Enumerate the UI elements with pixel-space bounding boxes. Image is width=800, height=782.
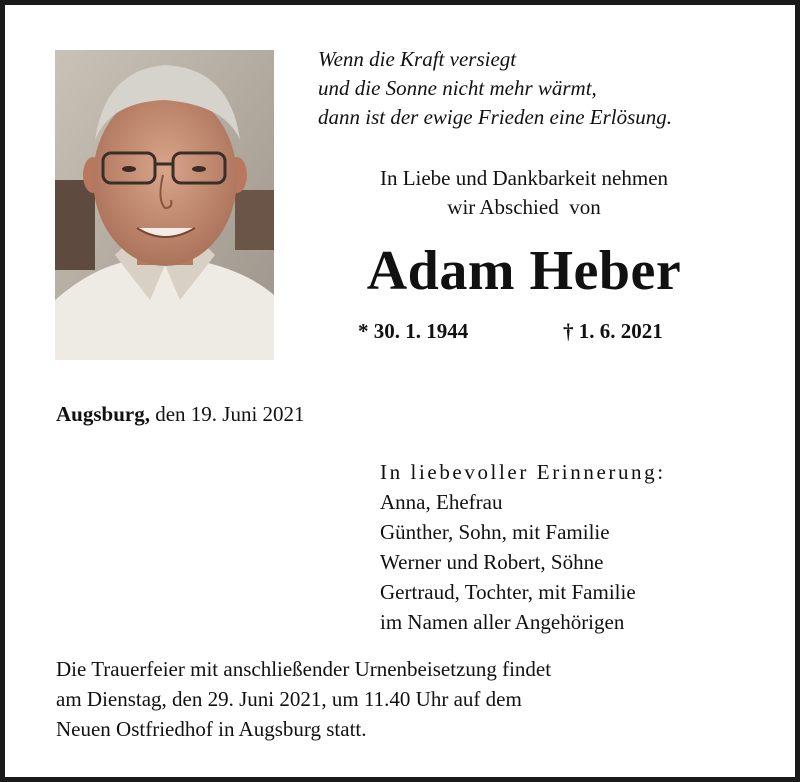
funeral-notice — [56, 654, 551, 744]
mourner-line: Günther, Sohn, mit Familie — [380, 520, 610, 544]
notice-line: Die Trauerfeier mit anschließender Urnenbeisetzung findet — [56, 657, 552, 681]
death-date: † 1. 6. 2021 — [563, 319, 663, 343]
mourner-line: Gertraud, Tochter, mit Familie — [380, 580, 636, 604]
place-and-date — [56, 402, 305, 427]
poem-line: Wenn die Kraft versiegt — [318, 47, 517, 71]
birth-date: * 30. 1. 1944 — [358, 319, 469, 343]
mourner-line: Werner und Robert, Söhne — [380, 550, 604, 574]
place-date: den 19. Juni 2021 — [149, 402, 305, 426]
notice-line: am Dienstag, den 29. Juni 2021, um 11.40 Uhr auf dem — [56, 687, 522, 711]
deceased-name: Adam Heber — [366, 240, 682, 302]
mourners-heading: In liebevoller Erinnerung: — [380, 460, 666, 484]
farewell-intro — [300, 164, 748, 222]
notice-line: Neuen Ostfriedhof in Augsburg statt. — [56, 717, 367, 741]
poem — [318, 45, 672, 132]
mourners-list — [380, 457, 666, 637]
mourner-line: Anna, Ehefrau — [380, 490, 503, 514]
mourner-line: im Namen aller Angehörigen — [380, 610, 625, 634]
intro-line: In Liebe und Dankbarkeit nehmen — [379, 166, 669, 190]
place-city: Augsburg, — [56, 402, 150, 426]
portrait-photo — [55, 50, 274, 360]
poem-line: dann ist der ewige Frieden eine Erlösung. — [318, 105, 673, 129]
poem-line: und die Sonne nicht mehr wärmt, — [318, 76, 597, 100]
intro-line: wir Abschied von — [447, 195, 601, 219]
